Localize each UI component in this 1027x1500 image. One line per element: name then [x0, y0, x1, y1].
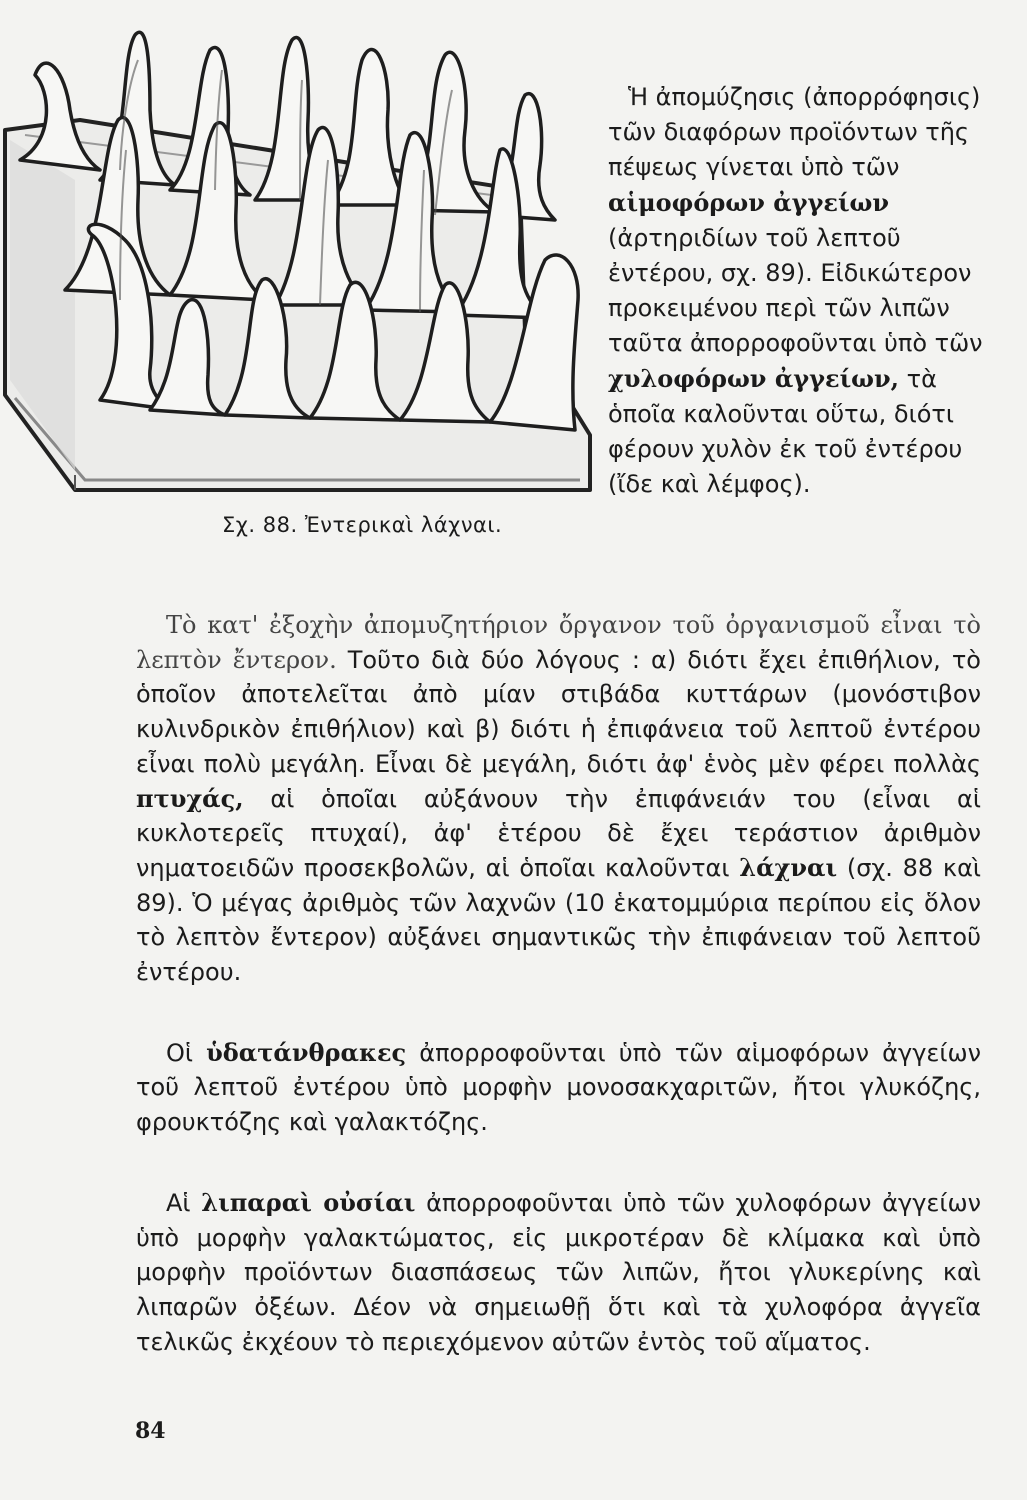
page-number: 84 — [135, 1418, 166, 1444]
main-body-text — [136, 608, 981, 1405]
small-intestine-paragraph: Τὸ κατ' ἐξοχὴν ἀπομυζητήριον ὄργανον τοῦ ὀργανισμοῦ εἶναι τὸ λεπτὸν ἔντερον. Τοῦτο διὰ δύο λόγους : α) διότι ἔχει ἐπιθήλιον, τὸ ὁποῖον ἀποτελεῖται ἀπὸ μίαν στιβάδα κυττάρων (μονόστιβον κυλινδρικὸν ἐπιθήλιον) καὶ β) διότι ἡ ἐπιφάνεια τοῦ λεπτοῦ ἐντέρου εἶναι πολὺ μεγάλη. Εἶναι δὲ μεγάλη, διότι ἀφ' ἑνὸς μὲν φέρει πολλὰς πτυχάς, αἱ ὁποῖαι αὐξάνουν τὴν ἐπιφάνειάν του (εἶναι αἱ κυκλοτερεῖς πτυχαί), ἀφ' ἑτέρου δὲ ἔχει τεράστιον ἀριθμὸν νηματοειδῶν προσεκβολῶν, αἱ ὁποῖαι καλοῦνται λάχναι (σχ. 88 καὶ 89). Ὁ μέγας ἀριθμὸς τῶν λαχνῶν (10 ἑκατομμύρια περίπου εἰς ὅλον τὸ λεπτὸν ἔντερον) αὐξάνει σημαντικῶς τὴν ἐπιφάνειαν τοῦ λεπτοῦ ἐντέρου. — [136, 611, 982, 987]
figure-caption: Σχ. 88. Ἐντερικαὶ λάχναι. — [222, 513, 503, 537]
side-column-text — [608, 80, 986, 502]
absorption-intro-paragraph: Ἡ ἀπομύζησις (ἀπορρόφησις) τῶν διαφόρων προϊόντων τῆς πέψεως γίνεται ὑπὸ τῶν αἱμοφόρων ἀγγείων (ἀρτηριδίων τοῦ λεπτοῦ ἐντέρου, σχ. 89). Εἰδικώτερον προκειμένου περὶ τῶν λιπῶν ταῦτα ἀπορροφοῦνται ὑπὸ τῶν χυλοφόρων ἀγγείων, τὰ ὁποῖα καλοῦνται οὕτω, διότι φέρουν χυλὸν ἐκ τοῦ ἐντέρου (ἴδε καὶ λέμφος). — [608, 83, 983, 498]
carbohydrates-paragraph: Οἱ ὑδατάνθρακες ἀπορροφοῦνται ὑπὸ τῶν αἱμοφόρων ἀγγείων τοῦ λεπτοῦ ἐντέρου ὑπὸ μορφὴν μονοσακχαριτῶν, ἤτοι γλυκόζης, φρουκτόζης καὶ γαλακτόζης. — [136, 1037, 982, 1137]
fats-paragraph: Αἱ λιπαραὶ οὐσίαι ἀπορροφοῦνται ὑπὸ τῶν χυλοφόρων ἀγγείων ὑπὸ μορφὴν γαλακτώματος, εἰς μικροτέραν δὲ κλίμακα καὶ ὑπὸ μορφὴν προϊόντων διασπάσεως τῶν λιπῶν, ἤτοι γλυκερίνης καὶ λιπαρῶν ὀξέων. Δέον νὰ σημειωθῇ ὅτι καὶ τὰ χυλοφόρα ἀγγεῖα τελικῶς ἐκχέουν τὸ περιεχόμενον αὐτῶν ἐντὸς τοῦ αἵματος. — [136, 1187, 982, 1356]
intestinal-villi-illustration — [0, 0, 600, 520]
